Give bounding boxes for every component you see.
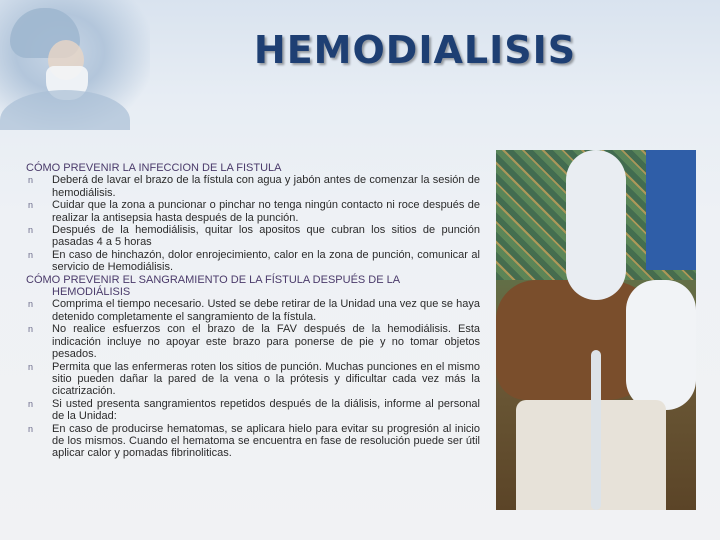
bullet-icon: n <box>28 249 34 260</box>
list-item <box>26 249 480 274</box>
list-item <box>26 224 480 249</box>
bullet-icon: n <box>28 299 34 310</box>
slide-title: HEMODIALISIS <box>253 28 577 72</box>
gloved-hand-right <box>626 280 696 410</box>
list-item-text: Permita que las enfermeras roten los sitios de punción. Muchas punciones en el mismo sitio pueden dañar la pared de la vena o la prótesis y dificultar cada vez más la cicatrización. <box>52 360 480 398</box>
bullet-icon: n <box>28 361 34 372</box>
list-item <box>26 398 480 423</box>
bullet-icon: n <box>28 398 34 409</box>
nurse-sleeve <box>646 150 696 270</box>
list-item <box>26 199 480 224</box>
list-item-text: Si usted presenta sangramientos repetidos después de la diálisis, informe al personal de la Unidad: <box>52 397 480 423</box>
list-item-text: Comprima el tiempo necesario. Usted se debe retirar de la Unidad una vez que se haya detenido completamente el sangramiento de la fístula. <box>52 298 480 323</box>
gloved-hand-left <box>566 150 626 300</box>
list-item <box>26 423 480 460</box>
section-heading-bleeding-cont: HEMODIÁLISIS <box>52 286 131 299</box>
list-item-text: No realice esfuerzos con el brazo de la FAV después de la hemodiálisis. Esta indicación incluye no apoyar este brazo para ponerse de pie y no tomar objetos pesados. <box>52 323 480 361</box>
fistula-puncture-photo <box>496 150 696 510</box>
list-item-text: Cuidar que la zona a puncionar o pinchar no tenga ningún contacto ni roce después de realizar la antisepsia hasta después de la punción. <box>52 199 480 224</box>
list-item <box>26 298 480 323</box>
surgical-gown <box>0 90 130 130</box>
list-item <box>26 361 480 398</box>
slide-content <box>26 162 480 460</box>
list-item <box>26 323 480 360</box>
list-item-text: En caso de producirse hematomas, se aplicara hielo para evitar su progresión al inicio de los mismos. Cuando el hematoma se encuentra en fase de resolución puede ser útil aplicar calor y pomadas fibrinoliticas. <box>52 422 480 460</box>
header-surgeon-photo <box>0 0 150 130</box>
list-item-text: En caso de hinchazón, dolor enrojecimiento, calor en la zona de punción, comunicar al servicio de Hemodiálisis. <box>52 248 480 274</box>
bullet-icon: n <box>28 200 34 211</box>
bullet-icon: n <box>28 324 34 335</box>
list-item-text: Después de la hemodiálisis, quitar los apositos que cubran los sitios de punción pasadas 4 a 5 horas <box>52 224 480 249</box>
section-heading-bleeding: CÓMO PREVENIR EL SANGRAMIENTO DE LA FÍSTULA DESPUÉS DE LA <box>26 273 401 286</box>
bullet-icon: n <box>28 175 34 186</box>
section-heading-infection: CÓMO PREVENIR LA INFECCION DE LA FISTULA <box>26 162 282 174</box>
bullet-icon: n <box>28 423 34 434</box>
list-item <box>26 174 480 199</box>
bullet-icon: n <box>28 225 34 236</box>
list-item-text: Deberá de lavar el brazo de la fístula con agua y jabón antes de comenzar la sesión de hemodiálisis. <box>52 174 480 199</box>
dialysis-tube <box>591 350 601 510</box>
